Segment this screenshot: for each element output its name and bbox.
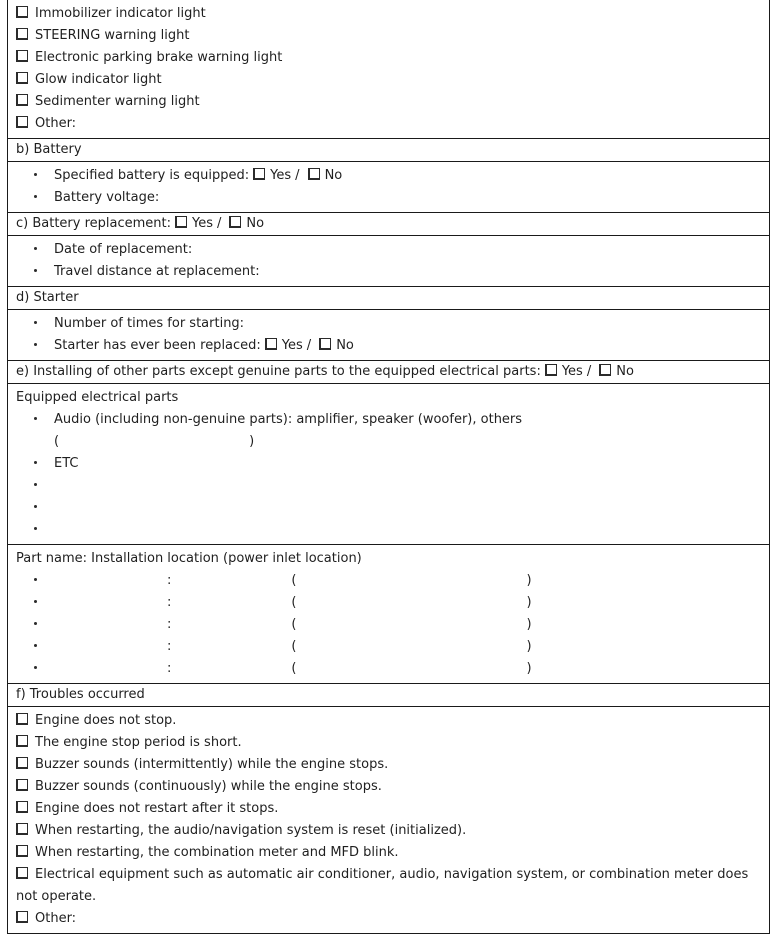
section-header-starter	[8, 286, 769, 309]
checkbox-icon[interactable]	[16, 94, 28, 106]
checkbox-label: Immobilizer indicator light	[35, 6, 206, 21]
checklist-item-buzzer-continuous[interactable]	[16, 776, 761, 798]
checklist-item-stop-period-short[interactable]	[16, 732, 761, 754]
bullet-icon	[34, 622, 37, 625]
checklist-item-no-restart[interactable]	[16, 798, 761, 820]
part-name-entry-row	[16, 592, 761, 614]
checklist-item-sedimenter[interactable]	[16, 91, 761, 113]
checkbox-icon[interactable]	[16, 757, 28, 769]
list-item-label: Date of replacement:	[54, 242, 193, 257]
checkbox-label: Engine does not restart after it stops.	[35, 801, 279, 816]
section-header-label: b) Battery	[16, 142, 82, 157]
slash-separator: /	[217, 216, 222, 231]
part-name-entry-row	[16, 570, 761, 592]
bullet-icon	[34, 195, 37, 198]
list-item-label: Battery voltage:	[54, 190, 160, 205]
yes-no-group	[171, 216, 264, 231]
checkbox-icon[interactable]	[16, 779, 28, 791]
list-item-label: Number of times for starting:	[54, 316, 245, 331]
checkbox-label: Glow indicator light	[35, 72, 162, 87]
troubles-checklist	[8, 706, 769, 933]
checkbox-icon[interactable]	[16, 6, 28, 18]
bullet-icon	[34, 644, 37, 647]
no-checkbox-icon[interactable]	[319, 338, 331, 350]
section-header-battery	[8, 138, 769, 161]
list-item-label: Travel distance at replacement:	[54, 264, 260, 279]
part-name-entry-row	[16, 614, 761, 636]
list-item-travel-distance	[16, 261, 761, 283]
checkbox-icon[interactable]	[16, 823, 28, 835]
checkbox-icon[interactable]	[16, 72, 28, 84]
warning-lights-checklist	[8, 0, 769, 138]
list-item-etc	[16, 453, 761, 475]
yes-label: Yes	[281, 338, 303, 353]
section-header-installing	[8, 360, 769, 383]
checkbox-icon[interactable]	[16, 713, 28, 725]
yes-checkbox-icon[interactable]	[175, 216, 187, 228]
checklist-item-immobilizer[interactable]	[16, 3, 761, 25]
section-header-label: c) Battery replacement:	[16, 216, 172, 231]
no-checkbox-icon[interactable]	[308, 168, 320, 180]
checklist-item-other[interactable]	[16, 113, 761, 135]
empty-bullet-item	[16, 475, 761, 497]
checkbox-label: Other:	[35, 911, 77, 926]
checkbox-icon[interactable]	[16, 50, 28, 62]
replacement-detail-list	[8, 235, 769, 286]
diagnostic-form-table	[7, 0, 770, 934]
checklist-item-audio-reset[interactable]	[16, 820, 761, 842]
no-checkbox-icon[interactable]	[229, 216, 241, 228]
equipped-parts-section	[8, 383, 769, 544]
checkbox-label: When restarting, the combination meter and MFD blink.	[35, 845, 399, 860]
checkbox-icon[interactable]	[16, 28, 28, 40]
checklist-item-buzzer-intermittent[interactable]	[16, 754, 761, 776]
bullet-icon	[34, 247, 37, 250]
part-name-entry-row	[16, 636, 761, 658]
checkbox-label: Buzzer sounds (continuously) while the engine stops.	[35, 779, 382, 794]
yes-no-group	[261, 338, 354, 353]
checkbox-label: Other:	[35, 116, 77, 131]
bullet-icon	[34, 321, 37, 324]
close-paren: )	[526, 617, 532, 632]
section-header-label: d) Starter	[16, 290, 79, 305]
no-label: No	[246, 216, 265, 231]
part-name-entry-row	[16, 658, 761, 680]
checklist-item-steering[interactable]	[16, 25, 761, 47]
section-header-battery-replacement	[8, 212, 769, 235]
equipped-parts-title: Equipped electrical parts	[16, 390, 179, 405]
bullet-icon	[34, 666, 37, 669]
bullet-icon	[34, 417, 37, 420]
list-item-starting-times	[16, 313, 761, 335]
checkbox-label: STEERING warning light	[35, 28, 190, 43]
bullet-icon	[34, 173, 37, 176]
checkbox-icon[interactable]	[16, 845, 28, 857]
checkbox-label: Buzzer sounds (intermittently) while the engine stops.	[35, 757, 389, 772]
checkbox-icon[interactable]	[16, 801, 28, 813]
bullet-icon	[34, 578, 37, 581]
checkbox-icon[interactable]	[16, 867, 28, 879]
yes-label: Yes	[561, 364, 583, 379]
bullet-icon	[34, 483, 37, 486]
no-label: No	[324, 168, 343, 183]
checkbox-label: The engine stop period is short.	[35, 735, 242, 750]
close-paren: )	[249, 434, 255, 449]
checklist-item-equipment-not-operate[interactable]	[16, 864, 761, 908]
colon-separator: :	[167, 617, 172, 632]
yes-label: Yes	[192, 216, 214, 231]
yes-no-group	[249, 168, 342, 183]
open-paren: (	[291, 661, 297, 676]
no-label: No	[616, 364, 634, 379]
open-paren: (	[54, 434, 60, 449]
open-paren: (	[291, 639, 297, 654]
checklist-item-glow[interactable]	[16, 69, 761, 91]
bullet-icon	[34, 527, 37, 530]
list-item-specified-battery	[16, 165, 761, 187]
slash-separator: /	[586, 364, 592, 379]
bullet-icon	[34, 600, 37, 603]
close-paren: )	[526, 639, 532, 654]
list-item-label: Specified battery is equipped:	[54, 168, 250, 183]
list-item-label: ETC	[54, 456, 79, 471]
close-paren: )	[526, 573, 532, 588]
list-item-label: Audio (including non-genuine parts): amplifier, speaker (woofer), others	[54, 412, 523, 427]
no-label: No	[336, 338, 354, 353]
empty-bullet-item	[16, 519, 761, 541]
audio-blank-field	[16, 431, 761, 453]
colon-separator: :	[167, 595, 172, 610]
checkbox-label: When restarting, the audio/navigation system is reset (initialized).	[35, 823, 467, 838]
part-name-section	[8, 544, 769, 683]
section-header-label: f) Troubles occurred	[16, 687, 145, 702]
yes-label: Yes	[270, 168, 292, 183]
colon-separator: :	[167, 661, 172, 676]
checklist-item-engine-not-stop[interactable]	[16, 710, 761, 732]
list-item-label: Starter has ever been replaced:	[54, 338, 261, 353]
colon-separator: :	[167, 573, 172, 588]
section-header-label: e) Installing of other parts except genuine parts to the equipped electrical parts:	[16, 364, 541, 379]
yes-no-group	[541, 364, 634, 379]
section-header-troubles	[8, 683, 769, 706]
checklist-item-meter-mfd-blink[interactable]	[16, 842, 761, 864]
open-paren: (	[291, 595, 297, 610]
yes-checkbox-icon[interactable]	[253, 168, 265, 180]
checkbox-label: Electrical equipment such as automatic air conditioner, audio, navigation system, or combination meter does not operate.	[16, 867, 749, 904]
no-checkbox-icon[interactable]	[599, 364, 611, 376]
slash-separator: /	[306, 338, 312, 353]
checkbox-icon[interactable]	[16, 735, 28, 747]
bullet-icon	[34, 505, 37, 508]
bullet-icon	[34, 461, 37, 464]
empty-bullet-item	[16, 497, 761, 519]
list-item-audio	[16, 409, 761, 431]
bullet-icon	[34, 343, 37, 346]
close-paren: )	[526, 661, 532, 676]
checkbox-icon[interactable]	[16, 116, 28, 128]
checkbox-icon[interactable]	[16, 911, 28, 923]
yes-checkbox-icon[interactable]	[545, 364, 557, 376]
slash-separator: /	[295, 168, 300, 183]
checkbox-label: Electronic parking brake warning light	[35, 50, 283, 65]
open-paren: (	[291, 573, 297, 588]
close-paren: )	[526, 595, 532, 610]
yes-checkbox-icon[interactable]	[265, 338, 277, 350]
checkbox-label: Sedimenter warning light	[35, 94, 200, 109]
starter-detail-list	[8, 309, 769, 360]
checklist-item-parking-brake[interactable]	[16, 47, 761, 69]
battery-detail-list	[8, 161, 769, 212]
checkbox-label: Engine does not stop.	[35, 713, 177, 728]
colon-separator: :	[167, 639, 172, 654]
open-paren: (	[291, 617, 297, 632]
list-item-replacement-date	[16, 239, 761, 261]
list-item-starter-replaced	[16, 335, 761, 357]
checklist-item-other[interactable]	[16, 908, 761, 930]
bullet-icon	[34, 269, 37, 272]
list-item-battery-voltage	[16, 187, 761, 209]
part-name-title: Part name: Installation location (power inlet location)	[16, 551, 362, 566]
